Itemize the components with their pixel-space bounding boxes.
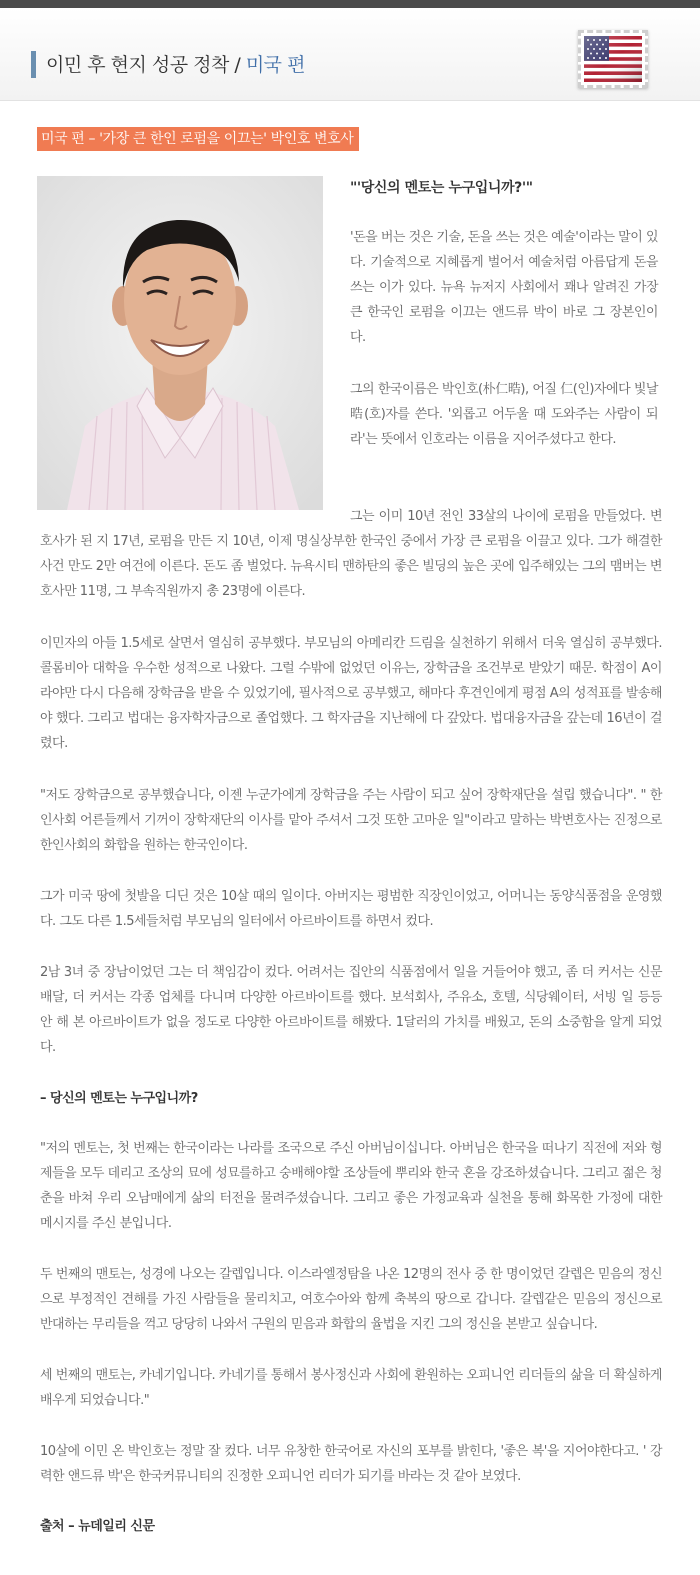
paragraph-5: "저도 장학금으로 공부했습니다, 이젠 누군가에게 장학금을 주는 사람이 되고 싶어 장학재단을 설립 했습니다". " 한인사회 어른들께서 기꺼이 장학재단의 이사를 맡아 주셔서 그것 또한 고마운 일"이라고 말하는 박변호사는 진정으로 한인사회의 화합을 원하는 한국인이다.: [40, 788, 662, 853]
paragraph-9: 두 번째의 맨토는, 성경에 나오는 갈렙입니다. 이스라엘정탐을 나온 12명의 전사 중 한 명이었던 갈렙은 믿음의 정신으로 부정적인 견해를 가진 사람들을 물리치고, 여호수아와 함께 축복의 땅으로 갑니다. 갈렙같은 믿음의 정신으로 반대하는 무리들을 꺽고 당당히 나와서 구원의 믿음과 화합의 율법을 지킨 그의 정신을 본받고 싶습니다.: [40, 1267, 662, 1332]
page-title-highlight: 미국 편: [245, 54, 305, 76]
paragraph-10: 세 번째의 맨토는, 카네기입니다. 카네기를 통해서 봉사정신과 사회에 환원하는 오피니언 리더들의 삶을 더 확실하게 배우게 되었습니다.": [40, 1368, 662, 1408]
portrait-photo: [37, 176, 323, 510]
page-title: [46, 50, 305, 77]
top-bar: [0, 0, 700, 8]
paragraph-11: 10살에 이민 온 박인호는 정말 잘 컸다. 너무 유창한 한국어로 자신의 포부를 밝힌다, '좋은 복'을 지어야한다고. ' 강력한 앤드류 박'은 한국커뮤니티의 진정한 오피니언 리더가 되기를 바라는 것 같아 보였다.: [40, 1444, 662, 1484]
source-credit: 출처 – 뉴데일리 신문: [40, 1519, 155, 1534]
us-flag-stamp-icon: [578, 30, 648, 88]
paragraph-3: 그는 이미 10년 전인 33살의 나이에 로펌을 만들었다. 변호사가 된 지 17년, 로펌을 만든 지 10년, 이제 명실상부한 한국인 중에서 가장 큰 로펌을 이끌고 있다. 그가 해결한 사건 만도 2만 여건에 이른다. 돈도 좀 벌었다. 뉴욕시티 맨하탄의 좋은 빌딩의 높은 곳에 입주해있는 그의 맴버는 변호사만 11명, 그 부속직원까지 총 23명에 이른다.: [40, 509, 662, 599]
paragraph-1: '돈을 버는 것은 기술, 돈을 쓰는 것은 예술'이라는 말이 있다. 기술적으로 지혜롭게 벌어서 예술처럼 아름답게 돈을 쓰는 이가 있다. 뉴욕 뉴저지 사회에서 꽤나 알려진 가장 큰 한국인 로펌을 이끄는 앤드류 박이 바로 그 장본인이다.: [350, 230, 658, 345]
page-header: [0, 8, 700, 101]
paragraph-7: 2남 3녀 중 장남이었던 그는 더 책임감이 컸다. 어려서는 집안의 식품점에서 일을 거들어야 했고, 좀 더 커서는 신문배달, 더 커서는 각종 업체를 다니며 다양한 아르바이트를 했다. 보석회사, 주유소, 호텔, 식당웨이터, 서빙 일 등등 안 해 본 아르바이트가 없을 정도로 다양한 아르바이트를 해봤다. 1달러의 가치를 배웠고, 돈의 소중함을 알게 되었다.: [40, 965, 662, 1055]
article-quote-title: "'당신의 멘토는 누구입니까?'": [350, 180, 533, 196]
paragraph-4: 이민자의 아들 1.5세로 살면서 열심히 공부했다. 부모님의 아메리칸 드림을 실천하기 위해서 더욱 열심히 공부했다. 콜롬비아 대학을 우수한 성적으로 나왔다. 그럴 수밖에 없었던 이유는, 장학금을 조건부로 받았기 때문. 학점이 A이라야만 다시 다음해 장학금을 받을 수 있었기에, 필사적으로 공부했고, 해마다 후견인에게 평점 A의 성적표를 발송해야 했다. 그리고 법대는 융자학자금으로 졸업했다. 그 학자금을 지난해에 다 갚았다. 법대융자금을 갚는데 16년이 걸렸다.: [40, 636, 662, 751]
paragraph-6: 그가 미국 땅에 첫발을 디딘 것은 10살 때의 일이다. 아버지는 평범한 직장인이었고, 어머니는 동양식품점을 운영했다. 그도 다른 1.5세들처럼 부모님의 일터에서 아르바이트를 하면서 컸다.: [40, 889, 662, 929]
section-heading: – 당신의 멘토는 누구입니까?: [40, 1091, 198, 1106]
header-accent-bar: [31, 51, 36, 78]
article-subheading: 미국 편 – '가장 큰 한인 로펌을 이끄는' 박인호 변호사: [37, 127, 359, 151]
page-title-main: 이민 후 현지 성공 정착 /: [46, 54, 246, 76]
paragraph-2: 그의 한국이름은 박인호(朴仁晧), 어질 仁(인)자에다 빛날 晧(호)자를 쓴다. '외롭고 어두울 때 도와주는 사람이 되라'는 뜻에서 인호라는 이름을 지어주셨다고 한다.: [350, 382, 658, 447]
paragraph-8: "저의 멘토는, 첫 번째는 한국이라는 나라를 조국으로 주신 아버님이십니다. 아버님은 한국을 떠나기 직전에 저와 형제들을 모두 데리고 조상의 묘에 성묘를하고 숭배해야할 조상들에 뿌리와 한국 혼을 강조하셨습니다. 그리고 젊은 청춘을 바쳐 우리 오남매에게 삶의 터전을 물려주셨습니다. 그리고 좋은 가정교육과 실천을 통해 화목한 가정에 대한 메시지를 주신 분입니다.: [40, 1141, 662, 1231]
